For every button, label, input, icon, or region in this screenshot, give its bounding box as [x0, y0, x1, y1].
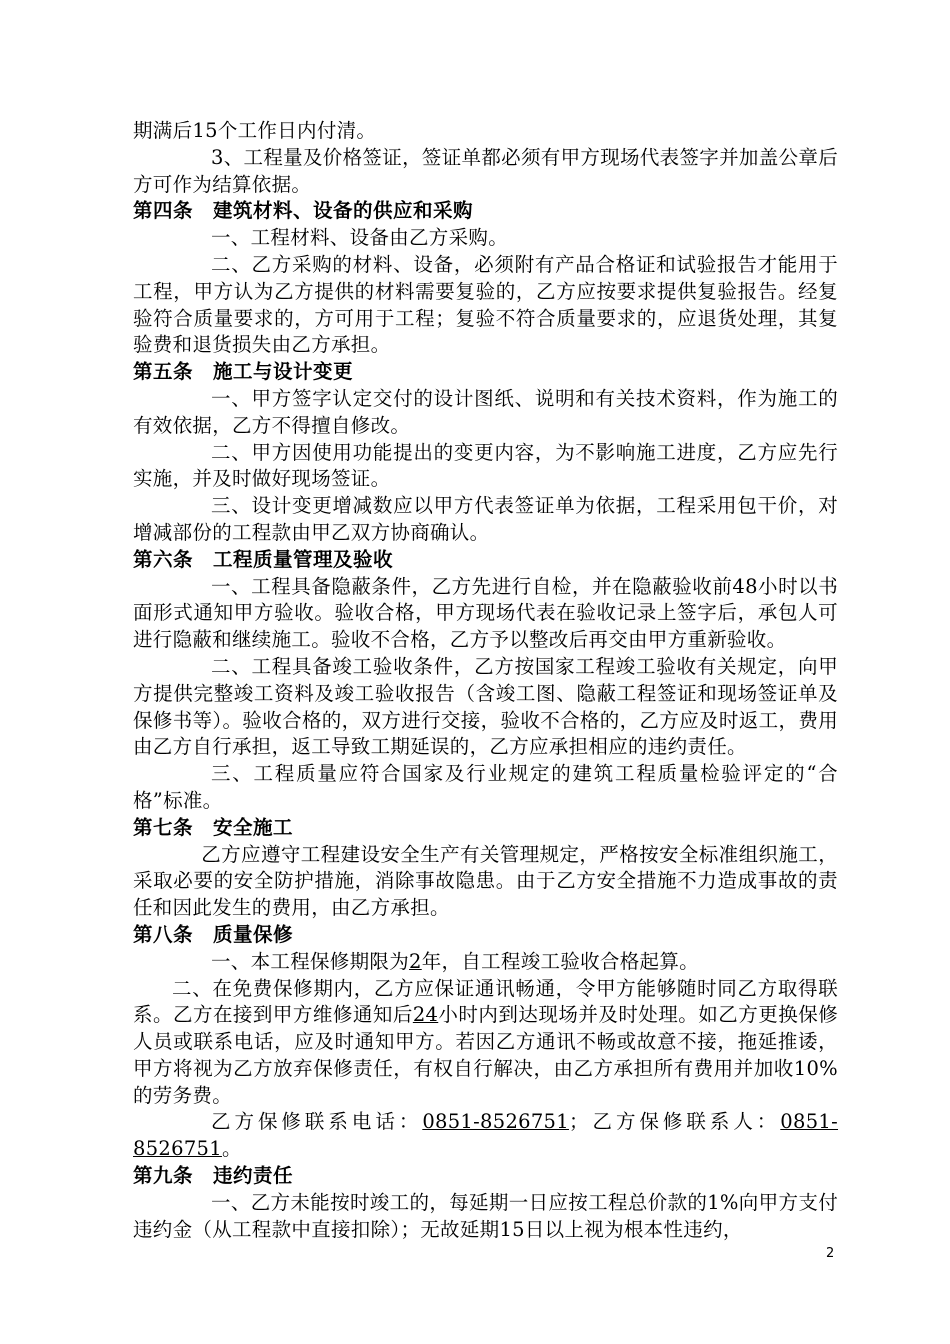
paragraph: 期满后15个工作日内付清。 [133, 119, 377, 142]
article-heading-8: 第八条 质量保修 [133, 922, 294, 946]
article-heading-6: 第六条 工程质量管理及验收 [133, 547, 394, 571]
warranty-years-value: 2 [409, 949, 422, 973]
paragraph: 一、工程具备隐蔽条件，乙方先进行自检，并在隐蔽验收前48小时以书面形式通知甲方验收。验收合格，甲方现场代表在验收记录上签字后，承包人可进行隐蔽和继续施工。验收不合格，乙方予以整改后再交由甲方重新验收。 [133, 574, 838, 652]
paragraph: 一、乙方未能按时竣工的，每延期一日应按工程总价款的1%向甲方支付违约金（从工程款中直接扣除）；无故延期15日以上视为根本性违约， [133, 1190, 838, 1241]
paragraph: 乙方应遵守工程建设安全生产有关管理规定，严格按安全标准组织施工，采取必要的安全防护措施，消除事故隐患。由于乙方安全措施不力造成事故的责任和因此发生的费用，由乙方承担。 [133, 842, 838, 920]
article-heading-7: 第七条 安全施工 [133, 815, 294, 839]
paragraph: 二、工程具备竣工验收条件，乙方按国家工程竣工验收有关规定，向甲方提供完整竣工资料及竣工验收报告（含竣工图、隐蔽工程签证和现场签证单及保修书等）。验收合格的，双方进行交接，验收不合格的，乙方应及时返工，费用由乙方自行承担，返工导致工期延误的，乙方应承担相应的违约责任。 [133, 654, 838, 759]
paragraph: 3、工程量及价格签证，签证单都必须有甲方现场代表签字并加盖公章后方可作为结算依据。 [133, 145, 838, 196]
article-heading-4: 第四条 建筑材料、设备的供应和采购 [133, 199, 474, 223]
text-span: 。 [221, 1137, 242, 1161]
warranty-phone: 0851-8526751 [422, 1110, 569, 1134]
text-span: 小时内到达现场并及时处理。如乙方更换保修人员或联系电话，应及时通知甲方。若因乙方通讯不畅或故意不接，拖延推诿，甲方将视为乙方放弃保修责任，有权自行解决，由乙方承担所有费用并加收10%的劳务费。 [133, 1003, 838, 1107]
paragraph: 一、工程材料、设备由乙方采购。 [211, 226, 509, 250]
text-span: 乙方保修联系电话： [211, 1110, 423, 1134]
paragraph: 一、甲方签字认定交付的设计图纸、说明和有关技术资料，作为施工的有效依据，乙方不得擅自修改。 [133, 386, 838, 437]
paragraph: 二、乙方采购的材料、设备，必须附有产品合格证和试验报告才能用于工程，甲方认为乙方提供的材料需要复验的，乙方应按要求提供复验报告。经复验符合质量要求的，方可用于工程；复验不符合质量要求的，应退货处理，其复验费和退货损失由乙方承担。 [133, 252, 838, 357]
paragraph [133, 1109, 838, 1163]
warranty-contact: 0851-8526751 [133, 1110, 839, 1161]
paragraph: 三、设计变更增减数应以甲方代表签证单为依据，工程采用包干价，对增减部份的工程款由甲乙双方协商确认。 [133, 494, 838, 544]
document-body [133, 118, 838, 1243]
article-heading-5: 第五条 施工与设计变更 [133, 360, 354, 384]
article-heading-9: 第九条 违约责任 [133, 1164, 294, 1188]
response-hours-value: 24 [412, 1003, 439, 1027]
text-span: 年，自工程竣工验收合格起算。 [421, 949, 699, 973]
text-span: ；乙方保修联系人： [568, 1110, 781, 1134]
paragraph: 二、甲方因使用功能提出的变更内容，为不影响施工进度，乙方应先行实施，并及时做好现场签证。 [133, 440, 838, 491]
paragraph: 三、工程质量应符合国家及行业规定的建筑工程质量检验评定的“合格”标准。 [133, 762, 838, 812]
text-span: 一、本工程保修期限为 [211, 949, 410, 973]
paragraph [133, 949, 838, 976]
paragraph [133, 976, 838, 1110]
text-span: 二、在免费保修期内，乙方应保证通讯畅通，令甲方能够随时同乙方取得联系。乙方在接到甲方维修通知后 [133, 976, 838, 1027]
page-number: 2 [826, 1246, 835, 1261]
